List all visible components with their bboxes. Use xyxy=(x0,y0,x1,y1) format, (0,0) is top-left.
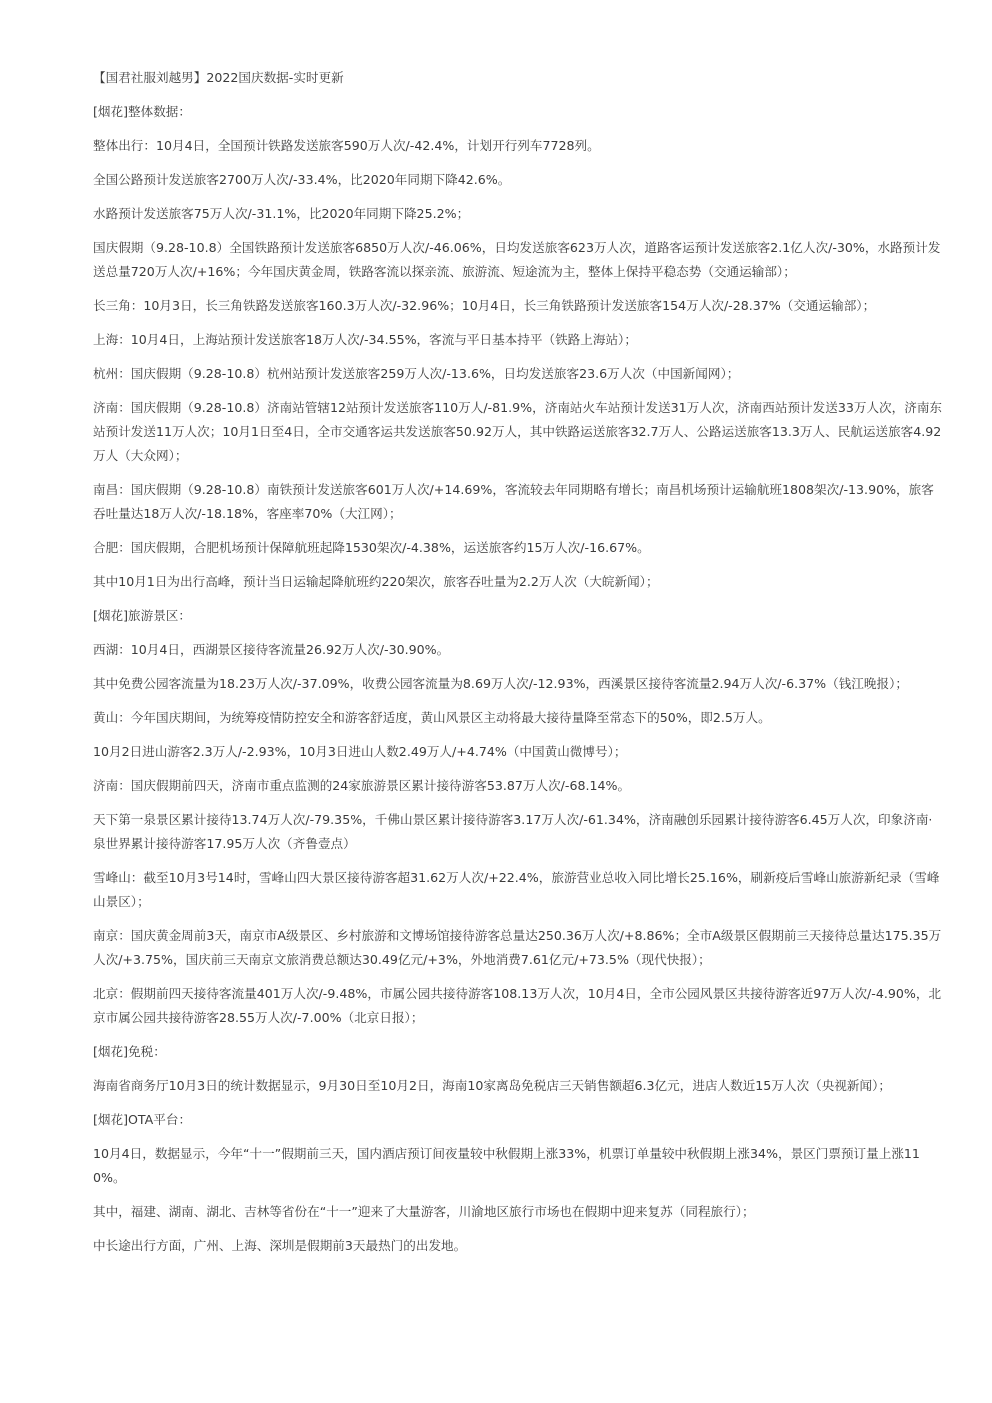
paragraph: 合肥：国庆假期，合肥机场预计保障航班起降1530架次/-4.38%，运送旅客约15万人次/-16.67%。 xyxy=(93,540,650,555)
paragraph: 10月2日进山游客2.3万人/-2.93%，10月3日进山人数2.49万人/+4.74%（中国黄山微博号）； xyxy=(93,744,627,759)
paragraph: 海南省商务厅10月3日的统计数据显示，9月30日至10月2日，海南10家离岛免税店三天销售额超6.3亿元，进店人数近15万人次（央视新闻）； xyxy=(93,1078,891,1093)
paragraph: 西湖：10月4日，西湖景区接待客流量26.92万人次/-30.90%。 xyxy=(93,642,450,657)
section-heading-duty-free: [烟花]免税： xyxy=(93,1044,166,1059)
paragraph: 全国公路预计发送旅客2700万人次/-33.4%，比2020年同期下降42.6%。 xyxy=(93,172,511,187)
section-heading-scenic: [烟花]旅游景区： xyxy=(93,608,191,623)
paragraph: 北京：假期前四天接待客流量401万人次/-9.48%，市属公园共接待游客108.13万人次，10月4日，全市公园风景区共接待游客近97万人次/-4.90%，北京市属公园共接待游客28.55万人次/-7.00%（北京日报）； xyxy=(93,986,942,1025)
paragraph: 长三角：10月3日，长三角铁路发送旅客160.3万人次/-32.96%；10月4日，长三角铁路预计发送旅客154万人次/-28.37%（交通运输部）； xyxy=(93,298,876,313)
paragraph: 其中，福建、湖南、湖北、吉林等省份在“十一”迎来了大量游客，川渝地区旅行市场也在假期中迎来复苏（同程旅行）； xyxy=(93,1204,755,1219)
paragraph: 雪峰山：截至10月3号14时，雪峰山四大景区接待游客超31.62万人次/+22.4%，旅游营业总收入同比增长25.16%，刷新疫后雪峰山旅游新纪录（雪峰山景区）； xyxy=(93,870,940,909)
section-heading-ota: [烟花]OTA平台： xyxy=(93,1112,192,1127)
paragraph: 国庆假期（9.28-10.8）全国铁路预计发送旅客6850万人次/-46.06%，日均发送旅客623万人次，道路客运预计发送旅客2.1亿人次/-30%，水路预计发送总量720万人次/+16%；今年国庆黄金周，铁路客流以探亲流、旅游流、短途流为主，整体上保持平稳态势（交通运输部）； xyxy=(93,240,941,279)
section-heading-overall: [烟花]整体数据： xyxy=(93,104,191,119)
paragraph: 杭州：国庆假期（9.28-10.8）杭州站预计发送旅客259万人次/-13.6%，日均发送旅客23.6万人次（中国新闻网）； xyxy=(93,366,740,381)
article-title: 【国君社服刘越男】2022国庆数据-实时更新 xyxy=(93,70,344,85)
paragraph: 天下第一泉景区累计接待13.74万人次/-79.35%，千佛山景区累计接待游客3.17万人次/-61.34%，济南融创乐园累计接待游客6.45万人次，印象济南·泉世界累计接待游客17.95万人次（齐鲁壹点） xyxy=(93,812,933,851)
paragraph: 水路预计发送旅客75万人次/-31.1%，比2020年同期下降25.2%； xyxy=(93,206,470,221)
paragraph: 中长途出行方面，广州、上海、深圳是假期前3天最热门的出发地。 xyxy=(93,1238,467,1253)
paragraph: 济南：国庆假期前四天，济南市重点监测的24家旅游景区累计接待游客53.87万人次/-68.14%。 xyxy=(93,778,631,793)
paragraph: 其中免费公园客流量为18.23万人次/-37.09%，收费公园客流量为8.69万人次/-12.93%，西溪景区接待客流量2.94万人次/-6.37%（钱江晚报）； xyxy=(93,676,908,691)
article-body xyxy=(93,66,943,1268)
paragraph: 整体出行：10月4日，全国预计铁路发送旅客590万人次/-42.4%，计划开行列车7728列。 xyxy=(93,138,600,153)
paragraph: 上海：10月4日，上海站预计发送旅客18万人次/-34.55%，客流与平日基本持平（铁路上海站）； xyxy=(93,332,637,347)
paragraph: 10月4日，数据显示，今年“十一”假期前三天，国内酒店预订间夜量较中秋假期上涨33%，机票订单量较中秋假期上涨34%，景区门票预订量上涨110%。 xyxy=(93,1146,920,1185)
paragraph: 南京：国庆黄金周前3天，南京市A级景区、乡村旅游和文博场馆接待游客总量达250.36万人次/+8.86%；全市A级景区假期前三天接待总量达175.35万人次/+3.75%，国庆前三天南京文旅消费总额达30.49亿元/+3%，外地消费7.61亿元/+73.5%（现代快报）； xyxy=(93,928,942,967)
paragraph: 南昌：国庆假期（9.28-10.8）南铁预计发送旅客601万人次/+14.69%，客流较去年同期略有增长；南昌机场预计运输航班1808架次/-13.90%，旅客吞吐量达18万人次/-18.18%，客座率70%（大江网）； xyxy=(93,482,934,521)
paragraph: 黄山：今年国庆期间，为统筹疫情防控安全和游客舒适度，黄山风景区主动将最大接待量降至常态下的50%，即2.5万人。 xyxy=(93,710,771,725)
paragraph: 济南：国庆假期（9.28-10.8）济南站管辖12站预计发送旅客110万人/-81.9%，济南站火车站预计发送31万人次，济南西站预计发送33万人次，济南东站预计发送11万人次；10月1日至4日，全市交通客运共发送旅客50.92万人，其中铁路运送旅客32.7万人、公路运送旅客13.3万人、民航运送旅客4.92万人（大众网）； xyxy=(93,400,943,463)
paragraph: 其中10月1日为出行高峰，预计当日运输起降航班约220架次，旅客吞吐量为2.2万人次（大皖新闻）； xyxy=(93,574,659,589)
